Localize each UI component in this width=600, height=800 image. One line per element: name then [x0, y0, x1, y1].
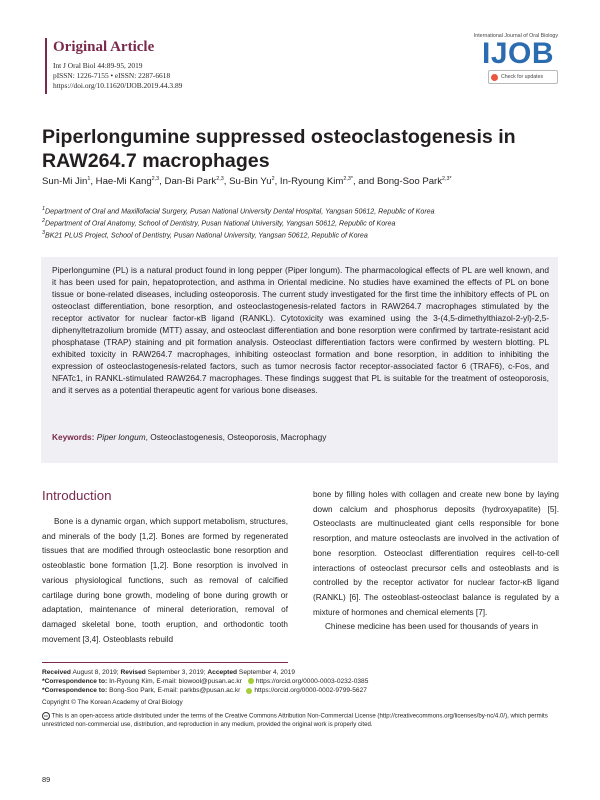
footnote-divider	[42, 662, 288, 663]
author: Sun-Mi Jin$^1$	[42, 176, 91, 188]
paragraph: Chinese medicine has been used for thousands of years in	[325, 622, 539, 632]
author: Su-Bin Yu$^2$	[229, 176, 275, 188]
article-type: Original Article	[53, 39, 155, 55]
affiliation: $^3$BK21 PLUS Project, School of Dentistry, Pusan National University, Yangsan 50612, Republic of Korea	[42, 230, 368, 240]
crossmark-icon	[491, 74, 498, 81]
orcid-icon	[248, 678, 254, 684]
keyword-list: , Osteoclastogenesis, Osteoporosis, Macrophagy	[145, 432, 327, 442]
author: Dan-Bi Park$^{2,3}$	[164, 176, 224, 188]
section-heading-introduction: Introduction	[42, 488, 112, 503]
author: In-Ryoung Kim$^{2,3*}$	[279, 176, 353, 188]
body-column-left	[42, 515, 288, 647]
license-notice: cc This is an open-access article distributed under the terms of the Creative Commons Attribution Non-Commercial License (http://creativecommons.org/licenses/by-nc/4.0/), which permits unrestricted non-commercial use, distribution, and reproduction in any medium, provided the original work is properly cited.	[42, 712, 548, 729]
orcid-icon	[246, 688, 252, 694]
affiliation: $^2$Department of Oral Anatomy, School of Dentistry, Pusan National University, Yangsan 50612, Republic of Korea	[42, 218, 396, 228]
page-number: 89	[42, 775, 51, 784]
author-list: Sun-Mi Jin$^1$, Hae-Mi Kang$^{2,3}$, Dan-Bi Park$^{2,3}$, Su-Bin Yu$^2$, In-Ryoung Kim$^{2,3*}$, and Bong-Soo Park$^{2,3*}$	[42, 176, 452, 188]
orcid-link[interactable]: https://orcid.org/0000-0002-9799-5627	[254, 687, 367, 695]
orcid-link[interactable]: https://orcid.org/0000-0003-0232-0385	[255, 678, 369, 686]
affiliations	[42, 205, 562, 241]
doi-link[interactable]: https://doi.org/10.11620/IJOB.2019.44.3.89	[53, 81, 183, 90]
header-accent-bar	[45, 38, 47, 94]
issn: pISSN: 1226-7155 • eISSN: 2287-6618	[53, 71, 171, 80]
correspondence-2: *Correspondence to: Bong-Soo Park, E-mail: parkbs@pusan.ac.kr https://orcid.org/0000-0002-9799-5627	[42, 687, 367, 695]
correspondence-1: *Correspondence to: In-Ryoung Kim, E-mail: biowool@pusan.ac.kr https://orcid.org/0000-0003-0232-0385	[42, 678, 369, 686]
affiliation: $^1$Department of Oral and Maxillofacial Surgery, Pusan National University Dental Hospital, Yangsan 50612, Republic of Korea	[42, 206, 435, 216]
author: Hae-Mi Kang$^{2,3}$	[95, 176, 160, 188]
keywords-label: Keywords:	[52, 432, 95, 442]
paragraph: bone by filling holes with collagen and create new bone by laying down calcium and phosphorus deposits (hydroxyapatite) [5]. Osteoclasts are multinucleated giant cells responsible for bone resorption, and mature osteoclasts are involved in the activation of bone resorption. Osteoclast differentiation requires cell-to-cell interactions of osteoclast precursor cells and osteoblasts and is controlled by the receptor activator for nuclear factor-κB ligand (RANKL) [6]. The osteoblast-osteoclast balance is regulated by a mixture of hormones and chemical elements [7].	[313, 490, 559, 617]
author: Bong-Soo Park$^{2,3*}$	[376, 176, 452, 188]
copyright: Copyright © The Korean Academy of Oral Biology	[42, 699, 183, 706]
article-title: Piperlongumine suppressed osteoclastogenesis in RAW264.7 macrophages	[42, 126, 516, 172]
citation-meta	[53, 61, 182, 91]
paragraph: Bone is a dynamic organ, which support metabolism, structures, and minerals of the body [1,2]. Bones are formed by regenerated tissues that are modified through osteoclastic bone resorption and osteoblastic bone formation [1,2]. Bone resorption is involved in various physiological functions, such as removal of calcified cartilage during bone growth, modeling of bone during growth or adaptation, maintenance of mineral deterioration, removal of damaged skeletal bone, tooth eruption, and orthodontic tooth movement [3,4]. Osteoblasts rebuild	[42, 517, 288, 644]
check-updates-badge[interactable]	[488, 70, 558, 84]
footnotes	[42, 668, 562, 696]
article-dates: Received August 8, 2019; Revised September 3, 2019; Accepted September 4, 2019	[42, 669, 296, 676]
keyword-italic: Piper longum	[96, 432, 146, 442]
keywords	[52, 432, 549, 442]
journal-logo: IJOB	[482, 37, 555, 70]
citation: Int J Oral Biol 44:89-95, 2019	[53, 61, 143, 70]
check-updates-label: Check for updates	[501, 74, 544, 80]
creative-commons-icon: cc	[44, 713, 48, 718]
abstract-text: Piperlongumine (PL) is a natural product found in long pepper (Piper longum). The pharmacological effects of PL are well known, and it has been used for pain, hepatoprotection, and asthma in Oriental medicine. No studies have examined the effects of PL on bone tissue or bone-related diseases, including osteoporosis. The current study investigated for the first time the inhibitory effects of PL on osteoclast differentiation, bone resorption, and osteoclastogenesis-related factors in RAW264.7 macrophages stimulated by the receptor activator for nuclear factor-κB ligand (RANKL). Cytotoxicity was examined using the 3-(4,5-dimethylthiazol-2-yl)-2,5-diphenyltetrazolium bromide (MTT) assay, and osteoclast differentiation and bone resorption were confirmed by tartrate-resistant acid phosphatase (TRAP) staining and pit formation analysis. Osteoclast differentiation factors were confirmed by western blotting. PL exhibited toxicity in RAW264.7 macrophages, inhibiting osteoclast formation and bone resorption, in addition to inhibiting the expression of osteoclastogenesis-related factors, such as tumor necrosis factor receptor-associated factor 6 (TRAF6), c-Fos, and NFATc1, in RANKL-stimulated RAW264.7 macrophages. These findings suggest that PL is suitable for the treatment of osteoporosis, and it serves as a potential therapeutic agent for various bone diseases.	[52, 265, 549, 395]
body-column-right	[313, 488, 559, 635]
journal-full-name: International Journal of Oral Biology	[473, 33, 558, 39]
